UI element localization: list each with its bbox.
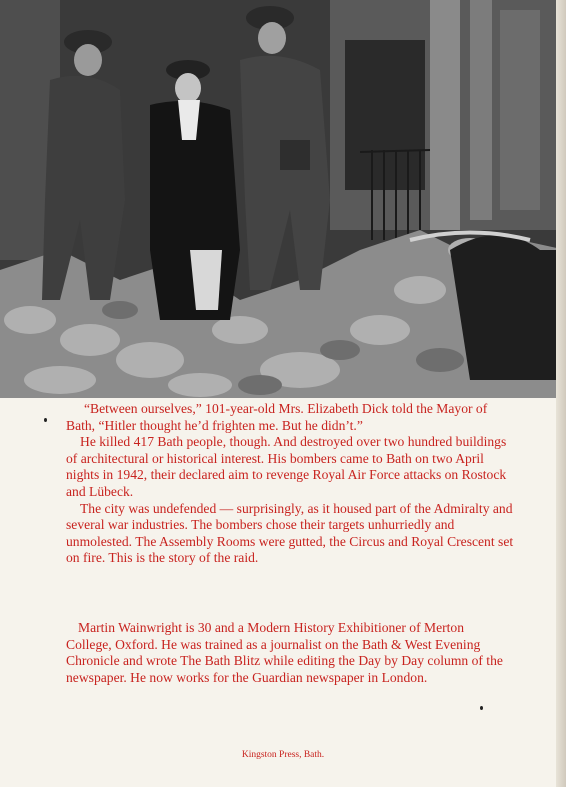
blurb-quote: “Between ourselves,” 101-year-old Mrs. Elizabeth Dick told the Mayor of Bath, “Hitler thought he’d frighten me. But he didn’t.” — [66, 401, 488, 433]
blurb-paragraph-raid: He killed 417 Bath people, though. And destroyed over two hundred buildings of architectural or historical interest. His bombers came to Bath on two April nights in 1942, their declared aim to revenge Royal Air Force attacks on Rostock and Lübeck. — [66, 434, 507, 499]
page-edge — [556, 0, 566, 787]
author-bio-text: Martin Wainwright is 30 and a Modern History Exhibitioner of Merton College, Oxford. He was trained as a journalist on the Bath & West Evening Chronicle and wrote The Bath Blitz while editing the Day by Day column of the newspaper. He now works for the Guardian newspaper in London. — [66, 620, 503, 685]
author-bio — [66, 620, 506, 686]
cover-blurb — [66, 401, 516, 567]
print-speck — [44, 418, 47, 422]
blurb-paragraph-undefended: The city was undefended — surprisingly, as it housed part of the Admiralty and several war industries. The bombers chose their targets unhurriedly and unmolested. The Assembly Rooms were gutted, the Circus and Royal Crescent set on fire. This is the story of the raid. — [66, 500, 514, 566]
publisher-imprint: Kingston Press, Bath. — [241, 750, 325, 760]
print-speck — [480, 706, 483, 710]
